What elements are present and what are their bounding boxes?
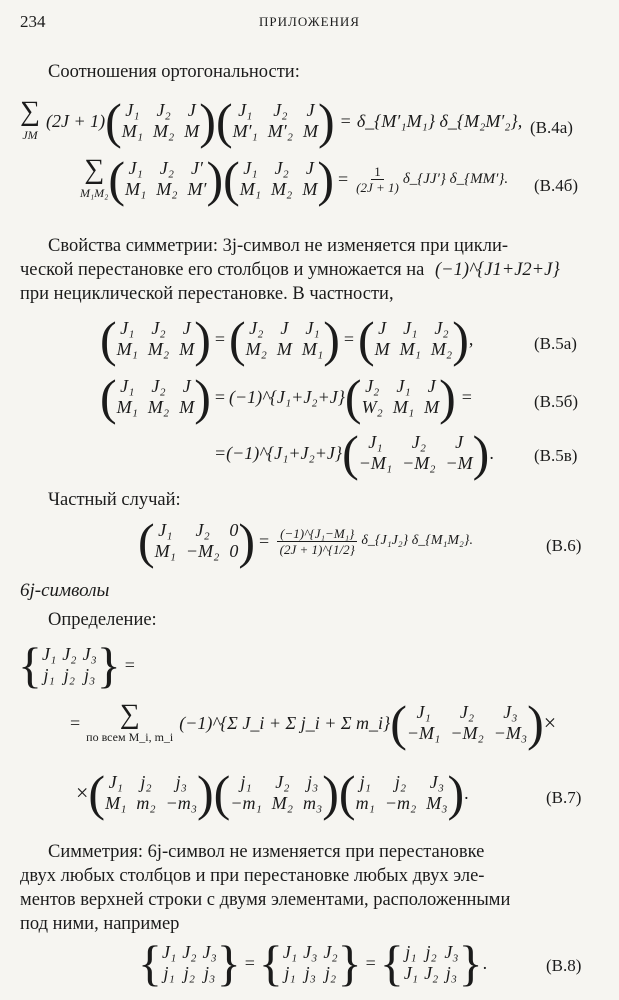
matrix-cell: J₂ xyxy=(249,318,264,338)
matrix-cell: m₃ xyxy=(303,793,323,813)
matrix-cell: J₁ xyxy=(416,702,431,722)
matrix-cell: J xyxy=(182,318,191,338)
matrix-cell: M₂ xyxy=(271,179,293,199)
matrix-cell: −M xyxy=(445,453,473,473)
page-number: 234 xyxy=(20,12,46,31)
matrix-cell: J₂ xyxy=(424,963,439,983)
special-case-text: Частный случай: xyxy=(48,490,181,510)
matrix-cell: J₂ xyxy=(323,942,338,962)
matrix-cell: M₁ xyxy=(116,339,138,359)
matrix-cell: M₂ xyxy=(430,339,453,359)
running-header: ПРИЛОЖЕНИЯ xyxy=(259,14,360,29)
equation-b4a: ∑ JM (2J + 1) ( J₁ J₂ J M₁ M₂ M ) ( J₁ J₂ J M′₁ M′₂ M ) = δ_{M′₁M₁} δ_{M₂M′₂}, xyxy=(20,93,523,149)
matrix-m_J1J2Jp_M1M2Mp xyxy=(125,158,206,200)
matrix-cell: j₁ xyxy=(405,942,417,962)
matrix-cell: −m₂ xyxy=(384,793,417,813)
equation-b7-line3: × ( J₁ j₂ j₃ M₁ m₂ −m₃ ) ( j₁ J₂ j₃ −m₁ M₂ m₃ ) ( j₁ j₂ J₃ m₁ −m₂ M₃ ) . xyxy=(76,765,469,821)
matrix-cell: J₂ xyxy=(275,772,290,792)
matrix-cell: J₁ xyxy=(120,318,135,338)
matrix-cell: J₃ xyxy=(82,644,97,664)
matrix-cell: −M₂ xyxy=(402,453,436,473)
definition-label: Определение: xyxy=(48,610,157,630)
label-b5c: (В.5в) xyxy=(534,446,578,465)
symmetry-line-2: ческой перестановке его столбцов и умножается на (−1)^{J1+J2+J} xyxy=(20,260,560,280)
matrix-m7_c xyxy=(230,772,322,814)
matrix-cell: j₂ xyxy=(63,665,75,685)
matrix-m_J1J2J_M1pM2pM xyxy=(233,100,318,142)
matrix-cell: M₁ xyxy=(392,397,415,417)
matrix-cell: M′₂ xyxy=(267,121,293,141)
matrix-cell: J₁ xyxy=(305,318,320,338)
matrix-cell: J xyxy=(427,376,436,396)
matrix-cell: m₁ xyxy=(355,793,375,813)
label-b8: (В.8) xyxy=(546,956,582,975)
equation-b5c: =(−1)^{J₁+J₂+J} ( J₁ J₂ J −M₁ −M₂ −M ) . xyxy=(214,425,494,481)
sym6-line-2: двух любых столбцов и при перестановке любых двух эле- xyxy=(20,866,485,886)
matrix-cell: J₁ xyxy=(158,520,173,540)
matrix-cell: 0 xyxy=(229,541,239,561)
label-b5b: (В.5б) xyxy=(534,392,579,411)
matrix-m_neg xyxy=(359,432,473,474)
matrix-cell: j₂ xyxy=(394,772,407,792)
matrix-cell: M₂ xyxy=(147,397,170,417)
matrix-cell: J₂ xyxy=(434,318,449,338)
section-heading-6j: 6j-символы xyxy=(20,580,110,601)
matrix-cell: W₂ xyxy=(361,397,383,417)
label-b4b: (В.4б) xyxy=(534,176,579,195)
matrix-cell: j₂ xyxy=(183,963,195,983)
matrix-cell: M xyxy=(302,179,318,199)
matrix-cell: j₃ xyxy=(203,963,216,983)
matrix-cell: −M₂ xyxy=(185,541,220,561)
matrix-cell: j₃ xyxy=(307,772,319,792)
matrix-s8_b xyxy=(283,942,338,984)
matrix-cell: j₁ xyxy=(359,772,371,792)
matrix-cell: J₁ xyxy=(403,318,418,338)
matrix-cell: M xyxy=(424,397,440,417)
matrix-cell: J xyxy=(455,432,464,452)
matrix-cell: j₃ xyxy=(83,665,96,685)
matrix-cell: M xyxy=(303,121,318,141)
matrix-cell: j₂ xyxy=(324,963,337,983)
matrix-m_J1J2J_M1M2M xyxy=(117,318,195,360)
matrix-cell: M xyxy=(374,339,390,359)
equation-b4b: ∑ M₁M₂ ( J₁ J₂ J′ M₁ M₂ M′ ) ( J₁ J₂ J M₁ M₂ M ) = $\frac{1}{(2J + 1)}$ δ_{JJ′} δ_{MM′}. xyxy=(80,151,509,207)
matrix-cell: J₁ xyxy=(403,963,419,983)
matrix-m_J1J2J_M1M2M xyxy=(240,158,318,200)
matrix-cell: M₁ xyxy=(121,121,144,141)
matrix-m7_b xyxy=(105,772,197,814)
matrix-cell: M₁ xyxy=(105,793,127,813)
matrix-cell: j₁ xyxy=(163,963,175,983)
matrix-cell: M₃ xyxy=(426,793,448,813)
matrix-cell: J xyxy=(187,100,196,120)
matrix-cell: j₂ xyxy=(425,942,437,962)
matrix-cell: M₂ xyxy=(245,339,267,359)
matrix-m7_d xyxy=(356,772,448,814)
matrix-cell: −M₂ xyxy=(450,723,484,743)
equation-b8: { J₁ J₂ J₃ j₁ j₂ j₃ } = { J₁ J₃ J₂ j₁ j₃ j₂ } = { j₁ j₂ J₃ J₁ J₂ j₃ } . xyxy=(138,935,488,991)
matrix-m_special xyxy=(155,520,239,562)
matrix-cell: J₂ xyxy=(151,376,166,396)
matrix-m_JJ1J2_MM1M2 xyxy=(375,318,453,360)
matrix-cell: J₂ xyxy=(159,158,175,178)
matrix-cell: J₁ xyxy=(120,376,135,396)
matrix-cell: J xyxy=(306,100,315,120)
label-b5a: (В.5а) xyxy=(534,334,577,353)
matrix-cell: J₁ xyxy=(243,158,258,178)
matrix-cell: J₃ xyxy=(503,702,518,722)
matrix-cell: J₂ xyxy=(195,520,210,540)
matrix-cell: J₂ xyxy=(459,702,475,722)
matrix-cell: J₂ xyxy=(411,432,426,452)
matrix-cell: j₂ xyxy=(140,772,152,792)
matrix-cell: −M₁ xyxy=(358,453,393,473)
matrix-cell: J₁ xyxy=(368,432,383,452)
equation-b7-line2: = ∑ по всем M_i, m_i (−1)^{Σ J_i + Σ j_i + Σ m_i} ( J₁ J₂ J₃ −M₁ −M₂ −M₃ ) × xyxy=(70,695,557,751)
matrix-cell: j₃ xyxy=(175,772,187,792)
matrix-cell: j₃ xyxy=(445,963,458,983)
matrix-s6_def xyxy=(42,644,97,686)
matrix-cell: J₂ xyxy=(151,318,166,338)
matrix-cell: J₂ xyxy=(273,100,288,120)
matrix-cell: J₂ xyxy=(62,644,77,664)
equation-b5b: ( J₁ J₂ J M₁ M₂ M ) = (−1)^{J₁+J₂+J} ( J₂ J₁ J W₂ M₁ M ) = xyxy=(100,369,472,425)
matrix-cell: M′ xyxy=(187,179,207,199)
matrix-cell: J₂ xyxy=(156,100,171,120)
matrix-cell: J₂ xyxy=(274,158,289,178)
matrix-cell: J xyxy=(182,376,191,396)
matrix-cell: J₃ xyxy=(444,942,459,962)
matrix-s8_a xyxy=(162,942,217,984)
matrix-cell: J₁ xyxy=(396,376,411,396)
matrix-cell: M xyxy=(276,339,292,359)
matrix-cell: J xyxy=(378,318,387,338)
matrix-cell: M₂ xyxy=(156,179,178,199)
matrix-cell: M₁ xyxy=(116,397,138,417)
matrix-cell: J xyxy=(280,318,289,338)
matrix-cell: J₂ xyxy=(365,376,380,396)
matrix-cell: j₁ xyxy=(43,665,55,685)
matrix-cell: J xyxy=(305,158,314,178)
label-b7: (В.7) xyxy=(546,788,582,807)
matrix-cell: M₁ xyxy=(399,339,421,359)
orthogonality-intro: Соотношения ортогональности: xyxy=(48,62,300,82)
matrix-m7_a xyxy=(407,702,527,744)
matrix-cell: J₁ xyxy=(108,772,123,792)
matrix-cell: J₃ xyxy=(429,772,444,792)
equation-b6: ( J₁ J₂ 0 M₁ −M₂ 0 ) = $\frac{\text{(−1)\textasciicircum{}\{J₁−M₁\}}}{(2J + 1)\^{}\{1/2\}}$ δ_{J₁J₂} δ_{M₁M₂}. xyxy=(138,513,474,569)
matrix-cell: J₂ xyxy=(182,942,197,962)
equation-b7-line1: { J₁ J₂ J₃ j₁ j₂ j₃ } = xyxy=(18,637,135,693)
matrix-cell: −m₃ xyxy=(165,793,198,813)
matrix-cell: M xyxy=(179,397,195,417)
matrix-cell: M₂ xyxy=(271,793,293,813)
matrix-cell: M₂ xyxy=(147,339,170,359)
matrix-cell: m₂ xyxy=(136,793,156,813)
matrix-cell: j₃ xyxy=(304,963,316,983)
label-b6: (В.6) xyxy=(546,536,582,555)
sym6-line-3: ментов верхней строки с двумя элементами, расположенными xyxy=(20,890,511,910)
matrix-cell: J₁ xyxy=(238,100,253,120)
matrix-cell: M₂ xyxy=(153,121,175,141)
matrix-cell: M xyxy=(179,339,195,359)
matrix-s8_c xyxy=(404,942,459,984)
sym6-line-4: под ними, например xyxy=(20,914,180,934)
matrix-m_J2JJ1_M2MM1 xyxy=(246,318,324,360)
matrix-m_J1J2J_M1M2M xyxy=(117,376,195,418)
matrix-cell: J₁ xyxy=(282,942,298,962)
matrix-cell: M xyxy=(184,121,200,141)
matrix-cell: J′ xyxy=(191,158,203,178)
symmetry-line-1: Свойства симметрии: 3j-символ не изменяется при цикли- xyxy=(48,236,509,256)
matrix-cell: J₃ xyxy=(303,942,318,962)
symmetry-line-3: при нециклической перестановке. В частности, xyxy=(20,284,394,304)
matrix-cell: J₁ xyxy=(125,100,140,120)
matrix-cell: −m₁ xyxy=(230,793,262,813)
matrix-cell: J₁ xyxy=(42,644,57,664)
matrix-cell: J₁ xyxy=(128,158,143,178)
matrix-cell: J₁ xyxy=(162,942,177,962)
equation-b5a: ( J₁ J₂ J M₁ M₂ M ) = ( J₂ J J₁ M₂ M M₁ ) = ( J J₁ J₂ M M₁ M₂ ) , xyxy=(100,311,474,367)
matrix-cell: j₁ xyxy=(240,772,252,792)
matrix-cell: M₁ xyxy=(239,179,262,199)
matrix-cell: M′₁ xyxy=(232,121,258,141)
matrix-cell: M₁ xyxy=(125,179,147,199)
matrix-cell: −M₃ xyxy=(493,723,528,743)
matrix-cell: M₁ xyxy=(301,339,324,359)
label-b4a: (В.4а) xyxy=(530,118,573,137)
sym6-line-1: Симметрия: 6j-символ не изменяется при перестановке xyxy=(48,842,485,862)
matrix-cell: −M₁ xyxy=(406,723,441,743)
matrix-cell: 0 xyxy=(229,520,239,540)
matrix-cell: J₃ xyxy=(202,942,217,962)
matrix-m_J2J1J_W2M1M xyxy=(362,376,440,418)
matrix-cell: M₁ xyxy=(154,541,176,561)
matrix-cell: j₁ xyxy=(284,963,296,983)
matrix-m_J1J2J_M1M2M xyxy=(122,100,200,142)
